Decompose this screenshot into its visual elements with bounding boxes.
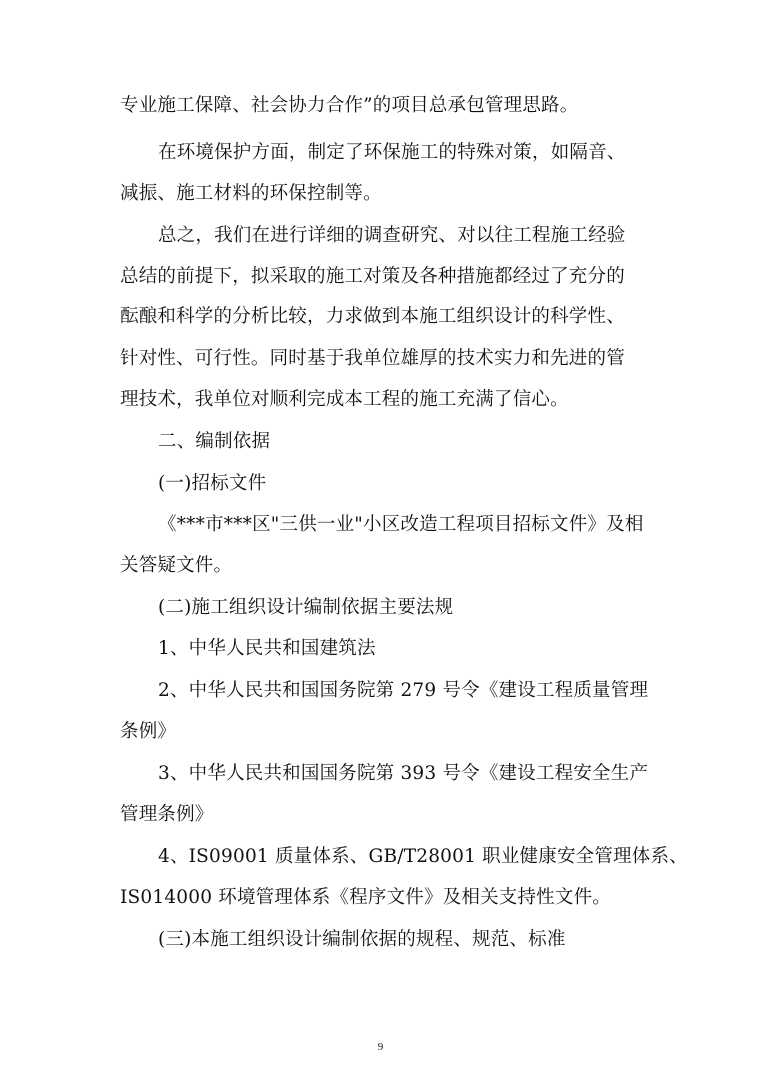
text-line: 专业施工保障、社会协力合作”的项目总承包管理思路。 <box>120 95 579 116</box>
subsection-heading: (三)本施工组织设计编制依据的规程、规范、标准 <box>158 929 566 950</box>
text-line: 总之，我们在进行详细的调查研究、对以往工程施工经验 <box>158 225 626 246</box>
text-line: 关答疑文件。 <box>120 555 233 576</box>
text-line: 条例》 <box>120 721 177 742</box>
list-item: 3、中华人民共和国国务院第 393 号令《建设工程安全生产 <box>158 763 649 784</box>
section-heading: 二、编制依据 <box>158 431 271 452</box>
text-line: 理技术，我单位对顺利完成本工程的施工充满了信心。 <box>120 389 569 410</box>
text-line: IS014000 环境管理体系《程序文件》及相关支持性文件。 <box>120 887 611 908</box>
text-line: 《***市***区"三供一业"小区改造工程项目招标文件》及相 <box>158 514 644 535</box>
page-number: 9 <box>377 1041 384 1053</box>
list-item: 2、中华人民共和国国务院第 279 号令《建设工程质量管理 <box>158 680 649 701</box>
text-line: 减振、施工材料的环保控制等。 <box>120 183 382 204</box>
subsection-heading: (二)施工组织设计编制依据主要法规 <box>158 597 454 618</box>
text-line: 酝酿和科学的分析比较，力求做到本施工组织设计的科学性、 <box>120 306 625 327</box>
text-line: 管理条例》 <box>120 804 214 825</box>
text-line: 在环境保护方面，制定了环保施工的特殊对策，如隔音、 <box>158 142 626 163</box>
list-item: 1、中华人民共和国建筑法 <box>158 638 376 659</box>
subsection-heading: (一)招标文件 <box>158 473 267 494</box>
list-item: 4、IS09001 质量体系、GB/T28001 职业健康安全管理体系、 <box>158 846 688 867</box>
text-line: 总结的前提下，拟采取的施工对策及各种措施都经过了充分的 <box>120 266 625 287</box>
text-line: 针对性、可行性。同时基于我单位雄厚的技术实力和先进的管 <box>120 348 625 369</box>
